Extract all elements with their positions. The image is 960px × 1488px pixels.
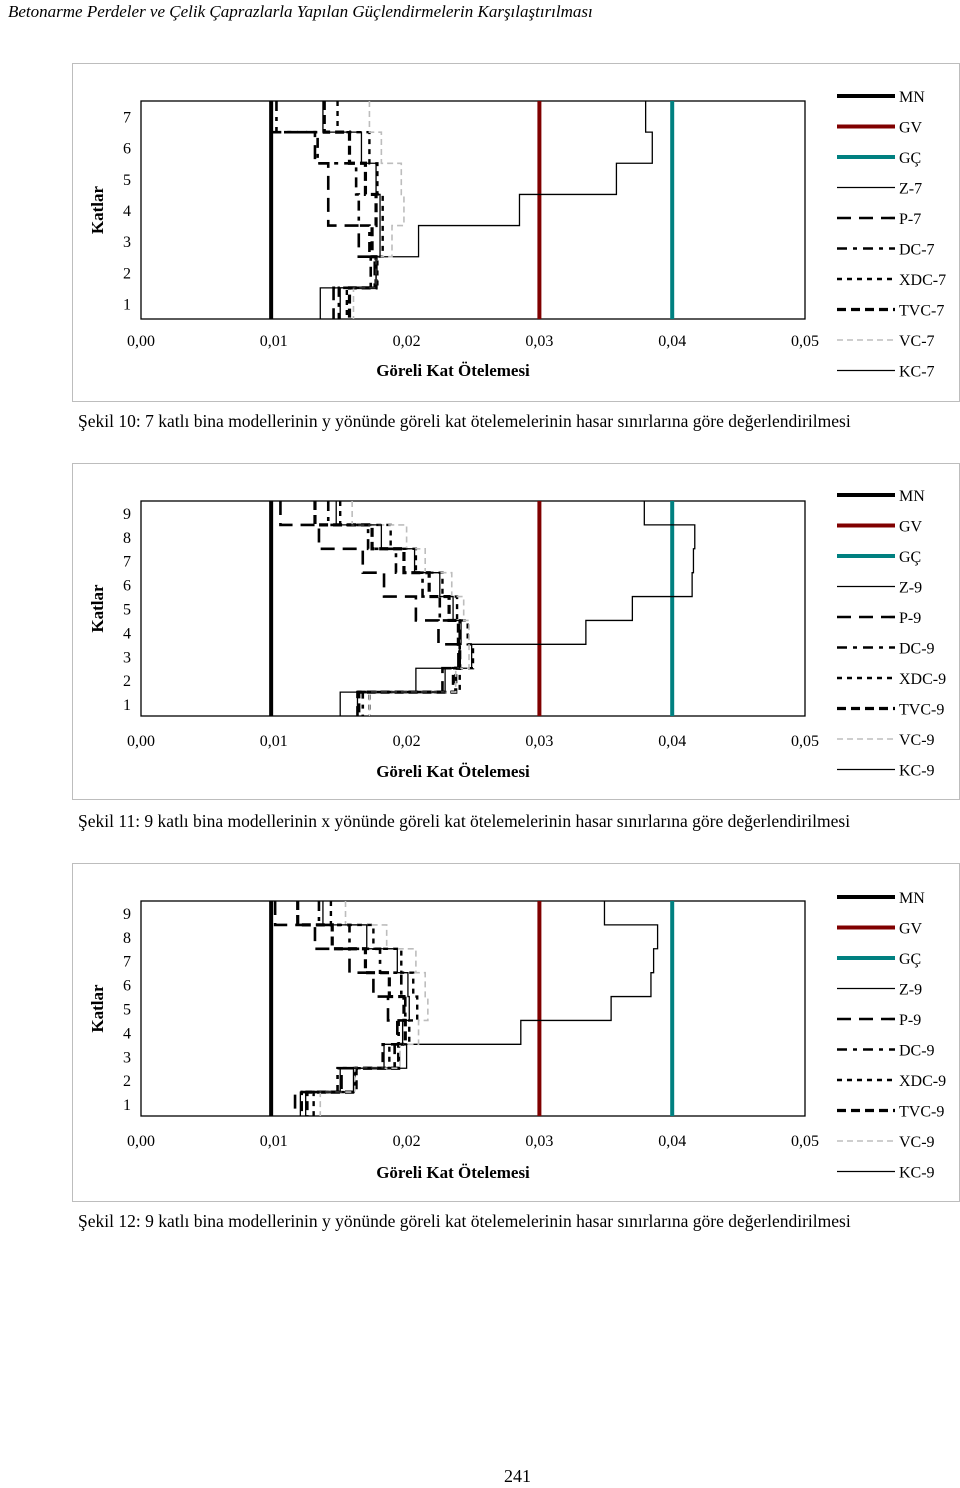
y-tick-label: 5 [123,601,131,619]
legend-label: TVC-9 [899,1103,945,1121]
plot-area [141,501,805,716]
y-axis-title: Katlar [88,584,107,633]
x-tick-label: 0,03 [525,1133,554,1150]
running-header: Betonarme Perdeler ve Çelik Çaprazlarla Yapılan Güçlendirmelerin Karşılaştırılması [8,2,593,21]
x-tick-label: 0,05 [791,1133,819,1150]
y-tick-label: 2 [123,1073,131,1091]
x-tick-label: 0,05 [791,733,819,750]
series-xdc-9-line [314,901,418,1116]
legend-label: Z-7 [899,180,923,198]
legend-label: GV [899,119,923,137]
y-tick-label: 3 [123,234,131,252]
legend-label: GV [899,920,923,938]
series-z-9-line [306,901,658,1116]
legend-label: XDC-9 [899,1073,947,1090]
y-tick-label: 1 [123,697,131,715]
legend-label: VC-9 [899,732,935,749]
y-tick-label: 5 [123,1001,131,1019]
legend-label: P-9 [899,610,922,627]
y-tick-label: 3 [123,1049,131,1067]
legend-label: P-7 [899,211,922,228]
x-tick-label: 0,01 [259,333,288,350]
legend-label: KC-7 [899,363,935,381]
x-tick-label: 0,02 [392,333,421,350]
figure-caption: Şekil 12: 9 katlı bina modellerinin y yönünde göreli kat ötelemelerinin hasar sınırlarına göre değerlendirilmesi [78,1211,851,1231]
drift-chart-svg [73,64,959,401]
plot-area [141,101,805,319]
y-tick-label: 7 [123,553,131,571]
legend-label: VC-7 [899,333,935,350]
series-dc-9-line [328,501,459,716]
x-tick-label: 0,00 [127,1133,155,1150]
x-tick-label: 0,02 [392,733,421,750]
legend-label: MN [899,89,925,106]
x-tick-label: 0,04 [658,733,687,750]
y-tick-label: 4 [123,203,131,220]
figure-caption: Şekil 10: 7 katlı bina modellerinin y yönünde göreli kat ötelemelerinin hasar sınırlarına göre değerlendirilmesi [78,411,851,431]
y-tick-label: 8 [123,929,131,947]
y-tick-label: 2 [123,673,131,691]
y-tick-label: 1 [123,296,131,314]
figure-7-storey-y-direction [72,63,960,402]
legend-label: MN [899,890,925,907]
legend-label: VC-9 [899,1134,935,1151]
y-tick-label: 4 [123,625,131,643]
y-tick-label: 6 [123,577,131,595]
y-tick-label: 8 [123,529,131,547]
y-tick-label: 9 [123,905,131,923]
legend-label: Z-9 [899,981,923,999]
legend-label: Z-9 [899,579,923,597]
x-tick-label: 0,01 [259,733,288,750]
legend-label: TVC-7 [899,302,945,320]
legend-label: GV [899,518,923,536]
y-tick-label: 4 [123,1025,131,1043]
series-vc-9-line [352,501,469,716]
x-tick-label: 0,03 [525,333,554,350]
legend-label: DC-7 [899,241,935,259]
x-tick-label: 0,04 [658,333,687,350]
y-tick-label: 9 [123,505,131,523]
x-tick-label: 0,00 [127,333,155,350]
y-axis-title: Katlar [88,984,107,1033]
legend-label: KC-9 [899,1164,935,1182]
y-axis-title: Katlar [88,185,107,235]
figure-caption: Şekil 11: 9 katlı bina modellerinin x yönünde göreli kat ötelemelerinin hasar sınırlarına göre değerlendirilmesi [78,811,851,831]
legend-label: XDC-7 [899,272,947,289]
legend-label: XDC-9 [899,671,947,688]
legend-label: KC-9 [899,762,935,780]
x-axis-title: Göreli Kat Ötelemesi [376,762,530,781]
y-tick-label: 7 [123,953,131,971]
x-axis-title: Göreli Kat Ötelemesi [376,361,530,380]
y-tick-label: 7 [123,109,131,127]
legend-label: GÇ [899,150,922,167]
x-tick-label: 0,01 [259,1133,288,1150]
x-tick-label: 0,02 [392,1133,421,1150]
y-tick-label: 3 [123,649,131,667]
series-z-9-line [340,501,695,716]
legend-label: TVC-9 [899,701,945,719]
x-tick-label: 0,00 [127,733,155,750]
page-number: 241 [504,1466,531,1486]
x-tick-label: 0,05 [791,333,819,350]
drift-chart-svg [73,864,959,1201]
legend-label: MN [899,488,925,505]
figure-9-storey-x-direction [72,463,960,800]
legend-label: GÇ [899,951,922,968]
figure-9-storey-y-direction [72,863,960,1202]
plot-area [141,901,805,1116]
legend-label: P-9 [899,1012,922,1029]
y-tick-label: 2 [123,265,131,283]
y-tick-label: 6 [123,140,131,158]
series-p-9-line [275,901,397,1116]
y-tick-label: 6 [123,977,131,995]
y-tick-label: 1 [123,1097,131,1115]
legend-label: DC-9 [899,1042,935,1060]
x-tick-label: 0,03 [525,733,554,750]
x-tick-label: 0,04 [658,1133,687,1150]
series-p-9-line [280,501,458,716]
x-axis-title: Göreli Kat Ötelemesi [376,1163,530,1182]
y-tick-label: 5 [123,171,131,189]
legend-label: GÇ [899,549,922,566]
legend-label: DC-9 [899,640,935,658]
series-tvc-9-line [315,501,460,716]
drift-chart-svg [73,464,959,799]
